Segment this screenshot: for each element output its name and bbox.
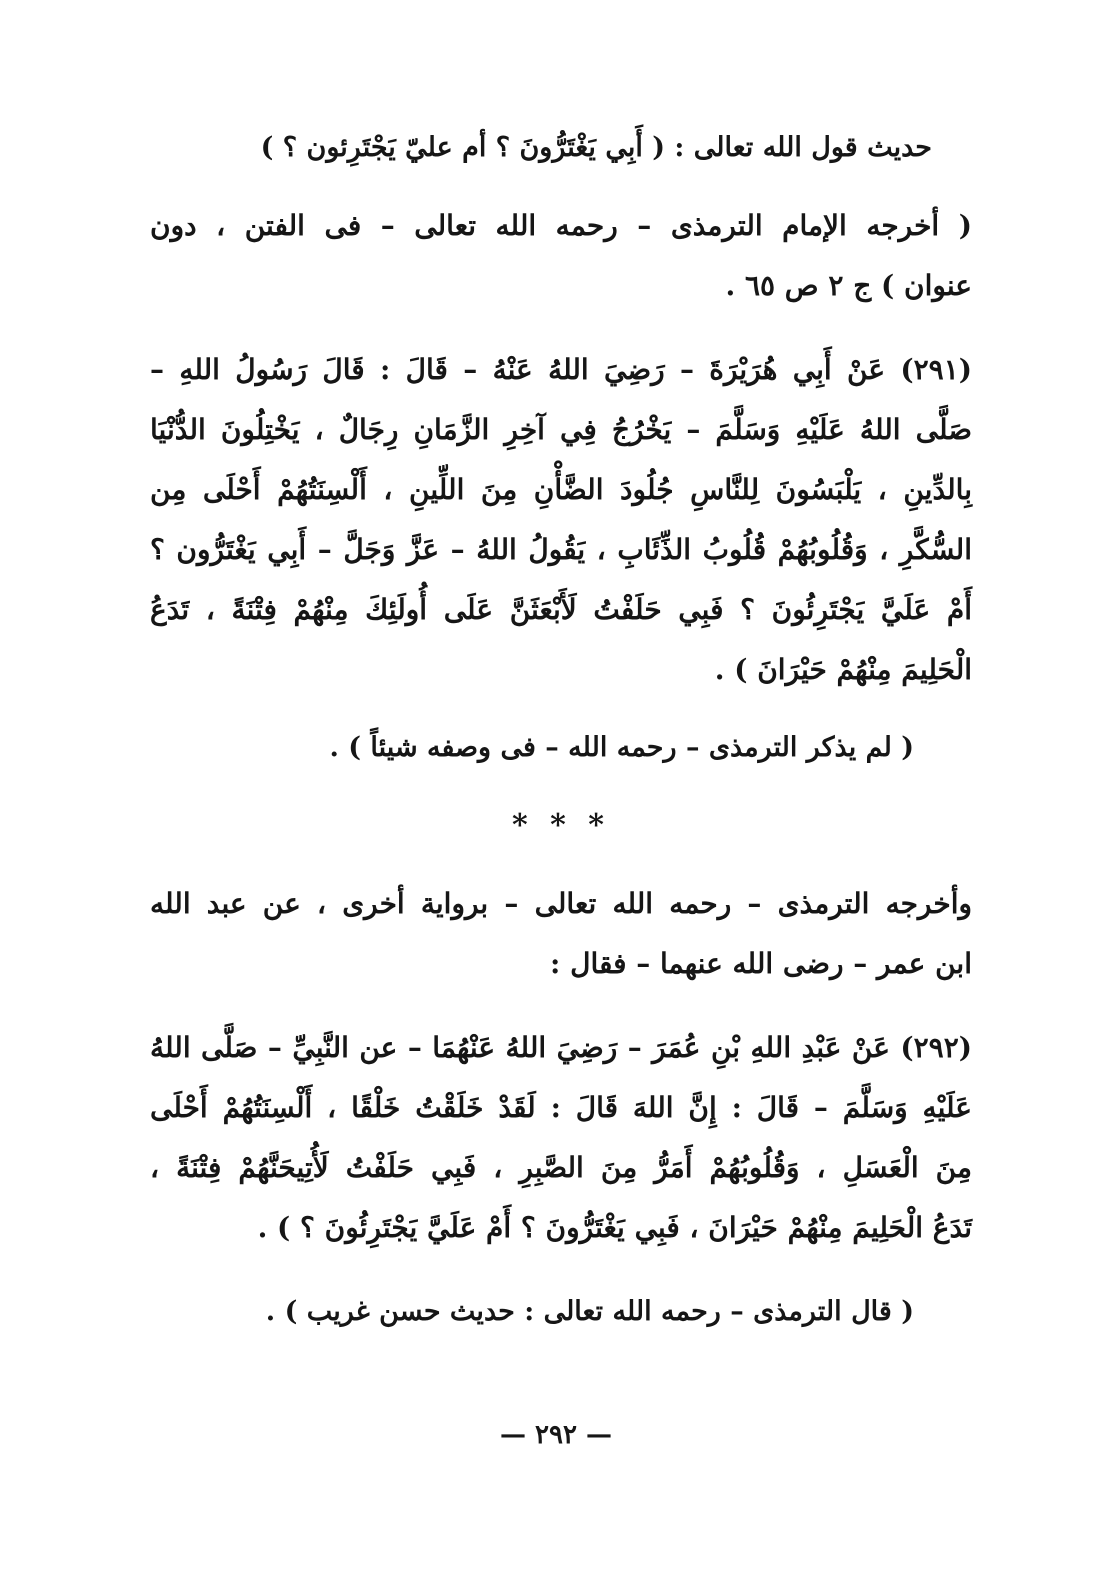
hadith-line: أَمْ عَلَيَّ يَجْتَرِئُونَ ؟ فَبِي حَلَفْتُ لَأَبْعَثَنَّ عَلَى أُولَئِكَ مِنْهُمْ فِتْنَةً ، تَدَعُ [150,593,972,626]
intro-line: وأخرجه الترمذى – رحمه الله تعالى – برواية أخرى ، عن عبد الله [150,887,972,920]
page-content [150,118,972,1342]
source-note-line: عنوان ) ج ٢ ص ٦٥ . [725,269,972,302]
intro-line: ابن عمر – رضى الله عنهما – فقال : [550,947,972,980]
page-number: — ٢٩٢ — [499,1420,613,1450]
hadith-line: عَلَيْهِ وَسَلَّمَ – قَالَ : إِنَّ اللهَ قَالَ : لَقَدْ خَلَقْتُ خَلْقًا ، أَلْسِنَتُهُمْ أَحْلَى [150,1091,972,1124]
hadith-292 [150,1018,972,1258]
hadith-line: بِالدِّينِ ، يَلْبَسُونَ لِلنَّاسِ جُلُودَ الضَّأْنِ مِنَ اللِّينِ ، أَلْسِنَتُهُمْ أَحْلَى مِن [150,473,972,506]
hadith-line: مِنَ الْعَسَلِ ، وَقُلُوبُهُمْ أَمَرُّ مِنَ الصَّبِرِ ، فَبِي حَلَفْتُ لَأُتِيحَنَّهُمْ فِتْنَةً ، [150,1151,972,1184]
page-title: حديث قول الله تعالى : ( أَبِي يَغْتَرُّونَ ؟ أم عليّ يَجْتَرِئون ؟ ) [260,132,932,163]
hadith-292-intro [150,874,972,994]
hadith-291-note: ( لم يذكر الترمذى – رحمه الله – فى وصفه شيئاً ) . [329,732,914,763]
hadith-line: السُّكَّرِ ، وَقُلُوبُهُمْ قُلُوبُ الذِّئَابِ ، يَقُولُ اللهُ – عَزَّ وَجَلَّ – أَبِي يَغْتَرُّون ؟ [150,533,972,566]
hadith-line: (٢٩١) عَنْ أَبِي هُرَيْرَةَ – رَضِيَ اللهُ عَنْهُ – قَالَ : قَالَ رَسُولُ اللهِ – [150,353,972,386]
hadith-292-note: ( قال الترمذى – رحمه الله تعالى : حديث حسن غريب ) . [265,1296,914,1327]
hadith-291 [150,340,972,700]
hadith-line: صَلَّى اللهُ عَلَيْهِ وَسَلَّمَ – يَخْرُجُ فِي آخِرِ الزَّمَانِ رِجَالٌ ، يَخْتِلُونَ الدُّنْيَا [150,413,972,446]
source-note [150,196,972,316]
hadith-line: (٢٩٢) عَنْ عَبْدِ اللهِ بْنِ عُمَرَ – رَضِيَ اللهُ عَنْهُمَا – عن النَّبِيِّ – صَلَّى اللهُ [150,1031,973,1064]
section-separator: * * * [512,808,610,843]
hadith-line: الْحَلِيمَ مِنْهُمْ حَيْرَانَ ) . [714,653,972,686]
source-note-line: ( أخرجه الإمام الترمذى – رحمه الله تعالى – فى الفتن ، دون [150,209,972,242]
hadith-line: تَدَعُ الْحَلِيمَ مِنْهُمْ حَيْرَانَ ، فَبِي يَغْتَرُّونَ ؟ أَمْ عَلَيَّ يَجْتَرِئُونَ ؟ ) . [257,1211,972,1244]
